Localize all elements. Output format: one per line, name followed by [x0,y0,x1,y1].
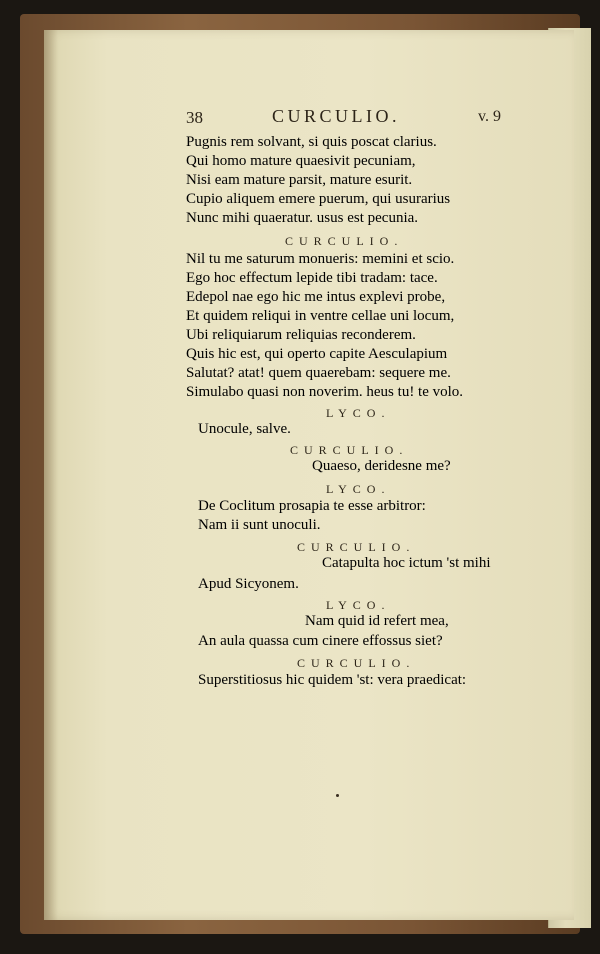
page-gutter [44,30,58,920]
page-number: 38 [186,108,203,127]
text-line: Pugnis rem solvant, si quis poscat clarius. [186,134,437,150]
text-line: Nisi eam mature parsit, mature esurit. [186,172,413,188]
text-line: Ubi reliquiarum reliquias reconderem. [186,327,416,343]
speaker-label: CURCULIO. [297,540,416,554]
text-line: Apud Sicyonem. [198,576,299,592]
text-line: Ego hoc effectum lepide tibi tradam: tace. [186,270,438,286]
text-line: Nam ii sunt unoculi. [198,517,321,533]
text-line: Quaeso, deridesne me? [312,458,451,474]
text-line: Nunc mihi quaeratur. usus est pecunia. [186,210,419,226]
text-line: Et quidem reliqui in ventre cellae uni locum, [186,308,455,324]
text-line: Salutat? atat! quem quaerebam: sequere me. [186,365,451,381]
text-line: Nam quid id refert mea, [305,613,449,629]
speaker-label: CURCULIO. [290,443,409,457]
ink-speck [336,794,339,797]
text-line: An aula quassa cum cinere effossus siet? [198,633,443,649]
speaker-label: LYCO. [326,406,391,420]
speaker-label: CURCULIO. [285,234,404,248]
text-line: Nil tu me saturum monueris: memini et scio. [186,251,455,267]
speaker-label: LYCO. [326,598,391,612]
play-title: CURCULIO. [272,106,401,126]
text-line: Cupio aliquem emere puerum, qui usurarius [186,191,451,207]
speaker-label: LYCO. [326,482,391,496]
text-line: De Coclitum prosapia te esse arbitror: [198,498,426,514]
text-line: Simulabo quasi non noverim. heus tu! te volo. [186,384,464,400]
text-line: Catapulta hoc ictum 'st mihi [322,555,491,571]
text-line: Edepol nae ego hic me intus explevi probe, [186,289,446,305]
speaker-label: CURCULIO. [297,656,416,670]
text-line: Unocule, salve. [198,421,291,437]
text-line: Superstitiosus hic quidem 'st: vera praedicat: [198,672,467,688]
text-line: Qui homo mature quaesivit pecuniam, [186,153,416,169]
text-line: Quis hic est, qui operto capite Aesculapium [186,346,448,362]
verse-number: v. 9 [478,108,501,125]
